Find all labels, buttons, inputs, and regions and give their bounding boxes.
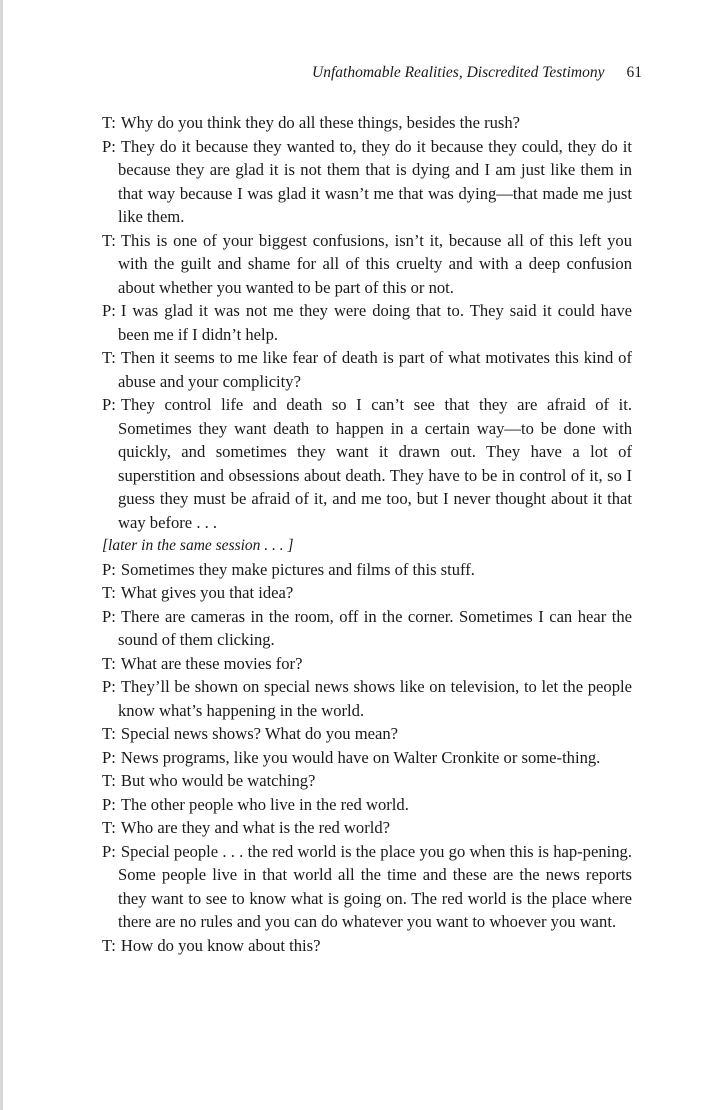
speaker-label: P: [102,395,116,414]
dialogue-turn-patient [102,393,632,534]
running-head-title: Unfathomable Realities, Discredited Testimony [312,64,605,81]
dialogue-turn-therapist [102,934,632,958]
dialogue-turn-therapist [102,816,632,840]
turn-text: Why do you think they do all these things, besides the rush? [120,113,521,132]
speaker-label: P: [102,606,116,626]
speaker-label: T: [102,818,116,837]
dialogue-turn-patient [102,135,632,229]
page-number: 61 [626,64,642,81]
speaker-label: P: [102,794,116,814]
session-note: [later in the same session . . . ] [102,537,294,554]
dialogue-turn-therapist [102,346,632,393]
dialogue-turn-therapist [102,229,632,300]
turn-text: Special news shows? What do you mean? [120,724,399,743]
dialogue-turn-patient [102,840,632,934]
turn-text: I was glad it was not me they were doing that to. They said it could have been me if I didn’t help. [118,301,632,344]
turn-text: They control life and death so I can’t see that they are afraid of it. Sometimes they want death to happen in a certain way—to be done with quickly, and sometimes they want it drawn out. They have a lot of superstition and obsessions about death. They have to be in control of it, so I guess they must be afraid of it, and me too, but I never thought about it that way before . . . [118,395,632,532]
turn-text: News programs, like you would have on Walter Cronkite or some-thing. [120,747,601,767]
dialogue-turn-therapist [102,581,632,605]
speaker-label: P: [102,301,116,320]
dialogue-text [102,111,632,957]
turn-text: Sometimes they make pictures and films of this stuff. [120,559,475,579]
dialogue-turn-patient [102,675,632,722]
running-head [312,63,642,83]
turn-text: What are these movies for? [120,653,303,673]
turn-text: The other people who live in the red world. [120,794,409,814]
turn-text: They do it because they wanted to, they do it because they could, they do it because they are glad it is not them that is dying and I am just like them in that way because I was glad it wasn’t me that was dying—that made me just like them. [118,136,632,226]
dialogue-turn-patient [102,299,632,346]
dialogue-turn-therapist [102,769,632,793]
dialogue-turn-therapist [102,652,632,676]
speaker-label: T: [102,348,116,367]
turn-text: This is one of your biggest confusions, isn’t it, because all of this left you with the guilt and shame for all of this cruelty and with a deep confusion about whether you wanted to be part of this or not. [118,230,632,297]
turn-text: Special people . . . the red world is the place you go when this is hap-pening. Some people live in that world all the time and these are the news reports they want to see to know what is going on. The red world is the place where there are no rules and you can do whatever you want to whoever you want. [118,841,632,931]
speaker-label: T: [102,230,116,250]
turn-text: But who would be watching? [120,771,316,790]
turn-text: Then it seems to me like fear of death is part of what motivates this kind of abuse and your complicity? [118,348,632,391]
dialogue-turn-therapist [102,722,632,746]
dialogue-turn-patient [102,746,632,770]
turn-text: They’ll be shown on special news shows like on television, to let the people know what’s happening in the world. [118,677,632,720]
speaker-label: T: [102,583,116,602]
speaker-label: T: [102,935,116,955]
dialogue-turn-patient [102,605,632,652]
turn-text: What gives you that idea? [120,583,294,602]
turn-text: There are cameras in the room, off in the corner. Sometimes I can hear the sound of them clicking. [118,606,632,649]
speaker-label: P: [102,559,116,579]
dialogue-turn-patient [102,558,632,582]
dialogue-turn-patient [102,793,632,817]
turn-text: Who are they and what is the red world? [120,818,391,837]
turn-text: How do you know about this? [120,935,321,955]
speaker-label: P: [102,136,116,156]
speaker-label: P: [102,677,116,696]
speaker-label: T: [102,724,116,743]
speaker-label: P: [102,747,116,767]
speaker-label: T: [102,653,116,673]
page-edge [0,0,3,1110]
speaker-label: P: [102,841,116,861]
speaker-label: T: [102,113,116,132]
speaker-label: T: [102,771,116,790]
dialogue-turn-therapist [102,111,632,135]
